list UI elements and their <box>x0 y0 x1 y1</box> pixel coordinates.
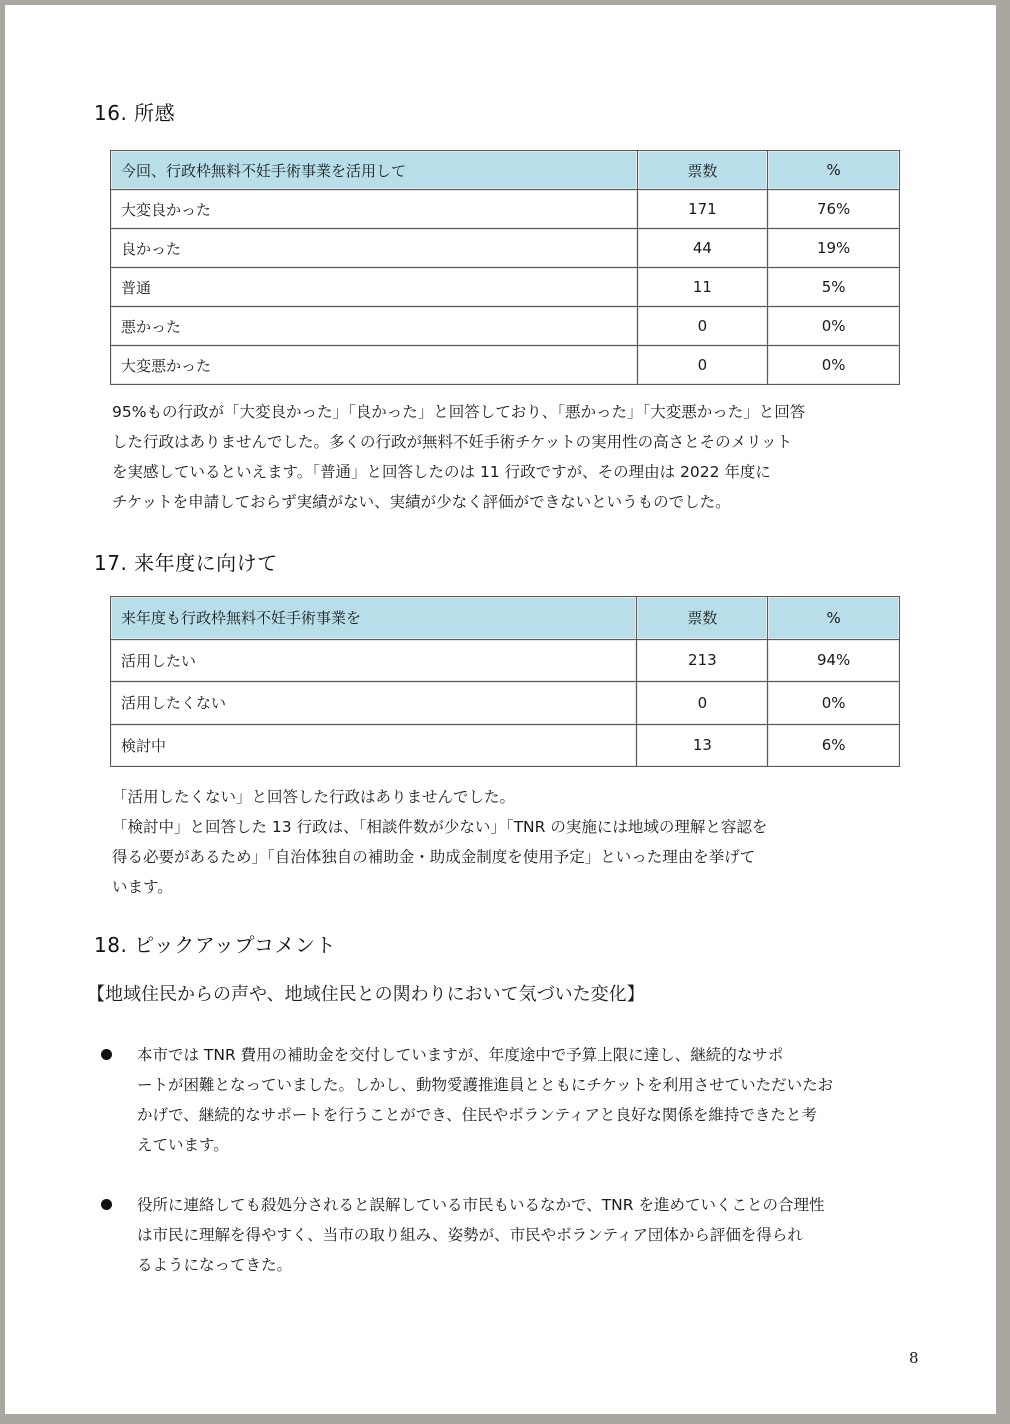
row-votes: 0 <box>637 682 768 725</box>
header-votes: 票数 <box>637 597 768 640</box>
header-question: 来年度も行政枠無料不妊手術事業を <box>111 597 637 640</box>
row-label: 悪かった <box>111 307 638 346</box>
row-label: 良かった <box>111 229 638 268</box>
row-votes: 0 <box>637 346 768 385</box>
header-percent: % <box>768 597 900 640</box>
next-year-table <box>110 596 900 767</box>
section-16-heading: 16. 所感 <box>94 101 176 125</box>
row-votes: 11 <box>637 268 768 307</box>
comments-subheading: 【地域住民からの声や、地域住民との関わりにおいて気づいた変化】 <box>87 984 645 1005</box>
page-number: 8 <box>909 1349 919 1367</box>
row-label: 活用したい <box>111 639 637 682</box>
table-row <box>111 724 900 767</box>
comment-line: えています。 <box>137 1136 229 1154</box>
comment-line: かげで、継続的なサポートを行うことができ、住民やボランティアと良好な関係を維持できたと考 <box>137 1106 817 1124</box>
row-label: 検討中 <box>111 724 637 767</box>
comment-line: 役所に連絡しても殺処分されると誤解している市民もいるなかで、TNR を進めていくことの合理性 <box>137 1196 825 1214</box>
row-label: 大変良かった <box>111 190 638 229</box>
row-votes: 171 <box>637 190 768 229</box>
paragraph-line: 「検討中」と回答した 13 行政は、「相談件数が少ない」「TNR の実施には地域の理解と容認を <box>112 818 768 836</box>
table-row <box>111 190 900 229</box>
comment-line: 本市では TNR 費用の補助金を交付していますが、年度途中で予算上限に達し、継続的なサポ <box>137 1046 784 1064</box>
table-row <box>111 346 900 385</box>
row-label: 活用したくない <box>111 682 637 725</box>
comment-line: るようになってきた。 <box>137 1256 293 1274</box>
table-header-row <box>111 597 900 640</box>
row-percent: 5% <box>768 268 900 307</box>
paragraph-line: を実感しているといえます。「普通」と回答したのは 11 行政ですが、その理由は 2022 年度に <box>112 463 771 481</box>
row-votes: 13 <box>637 724 768 767</box>
comment-line: は市民に理解を得やすく、当市の取り組み、姿勢が、市民やボランティア団体から評価を得られ <box>137 1226 803 1244</box>
table-row <box>111 682 900 725</box>
row-percent: 19% <box>768 229 900 268</box>
paragraph-line: 95%もの行政が「大変良かった」「良かった」と回答しており、「悪かった」「大変悪かった」と回答 <box>112 403 806 421</box>
table-row <box>111 268 900 307</box>
section-17-heading: 17. 来年度に向けて <box>94 551 278 575</box>
row-percent: 0% <box>768 682 900 725</box>
row-votes: 213 <box>637 639 768 682</box>
document-page <box>5 5 996 1414</box>
row-label: 普通 <box>111 268 638 307</box>
paragraph-line: 「活用したくない」と回答した行政はありませんでした。 <box>112 788 516 806</box>
header-question: 今回、行政枠無料不妊手術事業を活用して <box>111 151 638 190</box>
paragraph-line: 得る必要があるため」「自治体独自の補助金・助成金制度を使用予定」といった理由を挙げて <box>112 848 756 866</box>
bullet-dot-icon <box>101 1199 112 1210</box>
table-header-row <box>111 151 900 190</box>
row-percent: 94% <box>768 639 900 682</box>
satisfaction-table <box>110 150 900 385</box>
bullet-dot-icon <box>101 1049 112 1060</box>
paragraph-line: います。 <box>112 878 173 896</box>
section-18-heading: 18. ピックアップコメント <box>94 933 336 957</box>
paragraph-line: チケットを申請しておらず実績がない、実績が少なく評価ができないというものでした。 <box>112 493 731 511</box>
comment-text <box>137 1190 824 1280</box>
table-row <box>111 307 900 346</box>
section-17-paragraph <box>112 782 902 902</box>
row-percent: 6% <box>768 724 900 767</box>
table-row <box>111 639 900 682</box>
comment-text <box>137 1040 833 1160</box>
row-percent: 76% <box>768 190 900 229</box>
paragraph-line: した行政はありませんでした。多くの行政が無料不妊手術チケットの実用性の高さとそのメリット <box>112 433 792 451</box>
comment-line: ートが困難となっていました。しかし、動物愛護推進員とともにチケットを利用させていただいたお <box>137 1076 834 1094</box>
row-percent: 0% <box>768 307 900 346</box>
table-row <box>111 229 900 268</box>
row-label: 大変悪かった <box>111 346 638 385</box>
row-votes: 44 <box>637 229 768 268</box>
row-percent: 0% <box>768 346 900 385</box>
row-votes: 0 <box>637 307 768 346</box>
section-16-paragraph <box>112 397 902 517</box>
header-percent: % <box>768 151 900 190</box>
header-votes: 票数 <box>637 151 768 190</box>
